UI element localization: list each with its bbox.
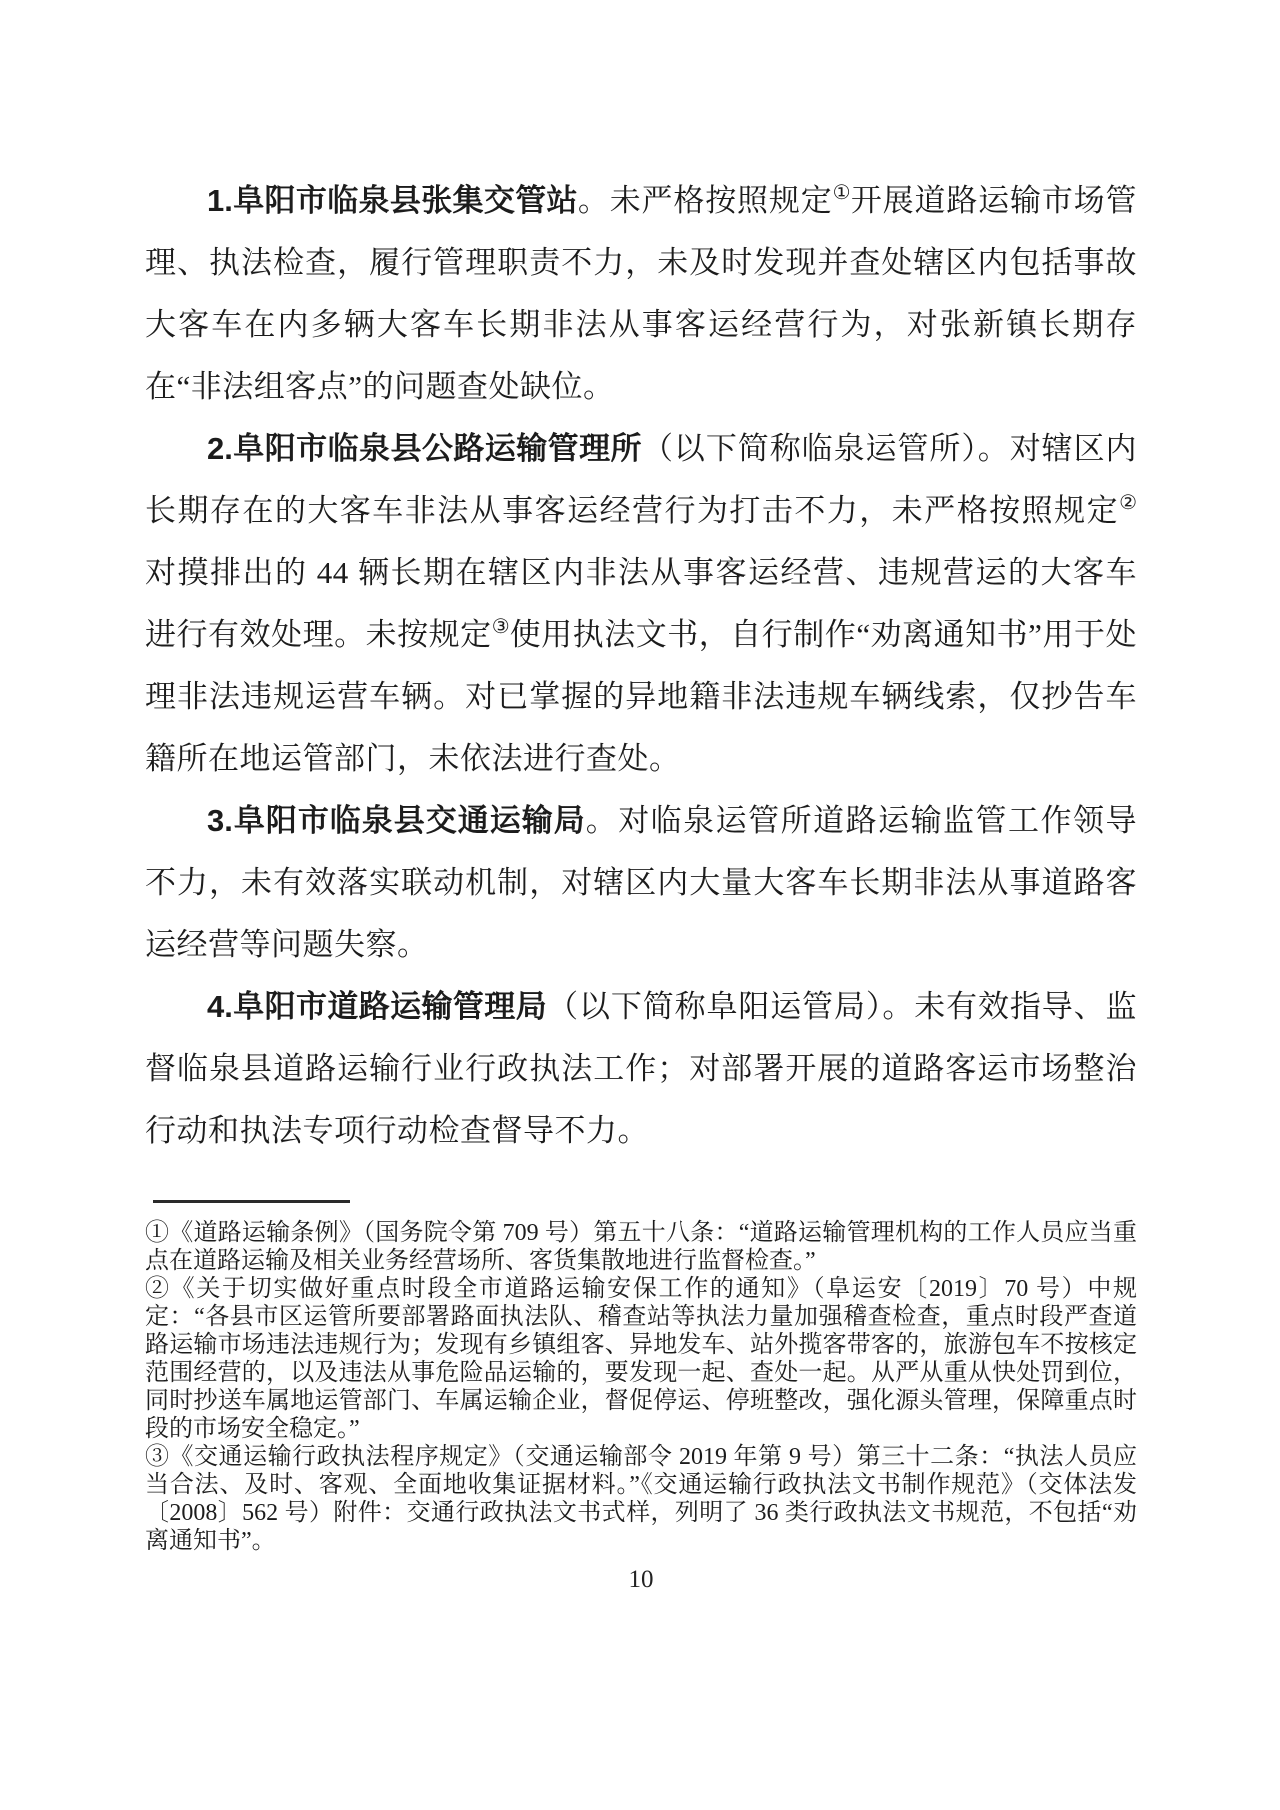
paragraph-3-text-1: 。对临泉运管所道路运输监管工作领导不力，未有效落实联动机制，对辖区内大量大客车长期非法从事道路客运经营等问题失察。	[145, 803, 1137, 962]
document-body	[145, 170, 1137, 1162]
footnote-1: ①《道路运输条例》（国务院令第 709 号）第五十八条：“道路运输管理机构的工作人员应当重点在道路运输及相关业务经营场所、客货集散地进行监督检查。”	[145, 1220, 1137, 1274]
footnotes-section	[145, 1200, 1137, 1555]
paragraph-3-lead: 3.阜阳市临泉县交通运输局	[207, 803, 586, 838]
paragraph-2-text-2: 对摸排出的 44 辆长期在辖区内非法从事客运经营、违规营运的大客车进行有效处理。未按规定	[145, 555, 1137, 652]
paragraph-3	[145, 790, 1137, 976]
paragraph-1-text-1: 。未严格按照规定	[577, 183, 833, 218]
paragraph-4-lead: 4.阜阳市道路运输管理局	[207, 989, 548, 1024]
page-number: 10	[628, 1566, 654, 1593]
footnote-3: ③《交通运输行政执法程序规定》（交通运输部令 2019 年第 9 号）第三十二条：“执法人员应当合法、及时、客观、全面地收集证据材料。”《交通运输行政执法文书制作规范》（交体法发〔2008〕562 号）附件：交通行政执法文书式样，列明了 36 类行政执法文书规范，不包括“劝离通知书”。	[145, 1444, 1137, 1554]
paragraph-4	[145, 976, 1137, 1162]
paragraph-2	[145, 418, 1137, 790]
paragraph-1-text-2: 开展道路运输市场管理、执法检查，履行管理职责不力，未及时发现并查处辖区内包括事故大客车在内多辆大客车长期非法从事客运经营行为，对张新镇长期存在“非法组客点”的问题查处缺位。	[145, 183, 1138, 404]
footnote-separator	[153, 1200, 350, 1203]
paragraph-2-text-3: 使用执法文书，自行制作“劝离通知书”用于处理非法违规运营车辆。对已掌握的异地籍非法违规车辆线索，仅抄告车籍所在地运管部门，未依法进行查处。	[145, 617, 1137, 776]
footnote-ref-3-icon: ③	[491, 616, 510, 638]
paragraph-1-lead: 1.阜阳市临泉县张集交管站	[207, 183, 578, 218]
paragraph-2-text-1: （以下简称临泉运管所）。对辖区内长期存在的大客车非法从事客运经营行为打击不力，未严格按照规定	[145, 431, 1138, 528]
paragraph-2-lead: 2.阜阳市临泉县公路运输管理所	[207, 431, 642, 466]
paragraph-4-text-1: （以下简称阜阳运管局）。未有效指导、监督临泉县道路运输行业行政执法工作；对部署开展的道路客运市场整治行动和执法专项行动检查督导不力。	[145, 989, 1138, 1148]
paragraph-1	[145, 170, 1137, 418]
footnote-ref-2-icon: ②	[1119, 492, 1137, 514]
footnote-2: ②《关于切实做好重点时段全市道路运输安保工作的通知》（阜运安〔2019〕70 号）中规定：“各县市区运管所要部署路面执法队、稽查站等执法力量加强稽查检查，重点时段严查道路运输市场违法违规行为；发现有乡镇组客、异地发车、站外揽客带客的，旅游包车不按核定范围经营的，以及违法从事危险品运输的，要发现一起、查处一起。从严从重从快处罚到位，同时抄送车属地运管部门、车属运输企业，督促停运、停班整改，强化源头管理，保障重点时段的市场安全稳定。”	[145, 1276, 1137, 1442]
footnote-ref-1-icon: ①	[832, 182, 851, 204]
